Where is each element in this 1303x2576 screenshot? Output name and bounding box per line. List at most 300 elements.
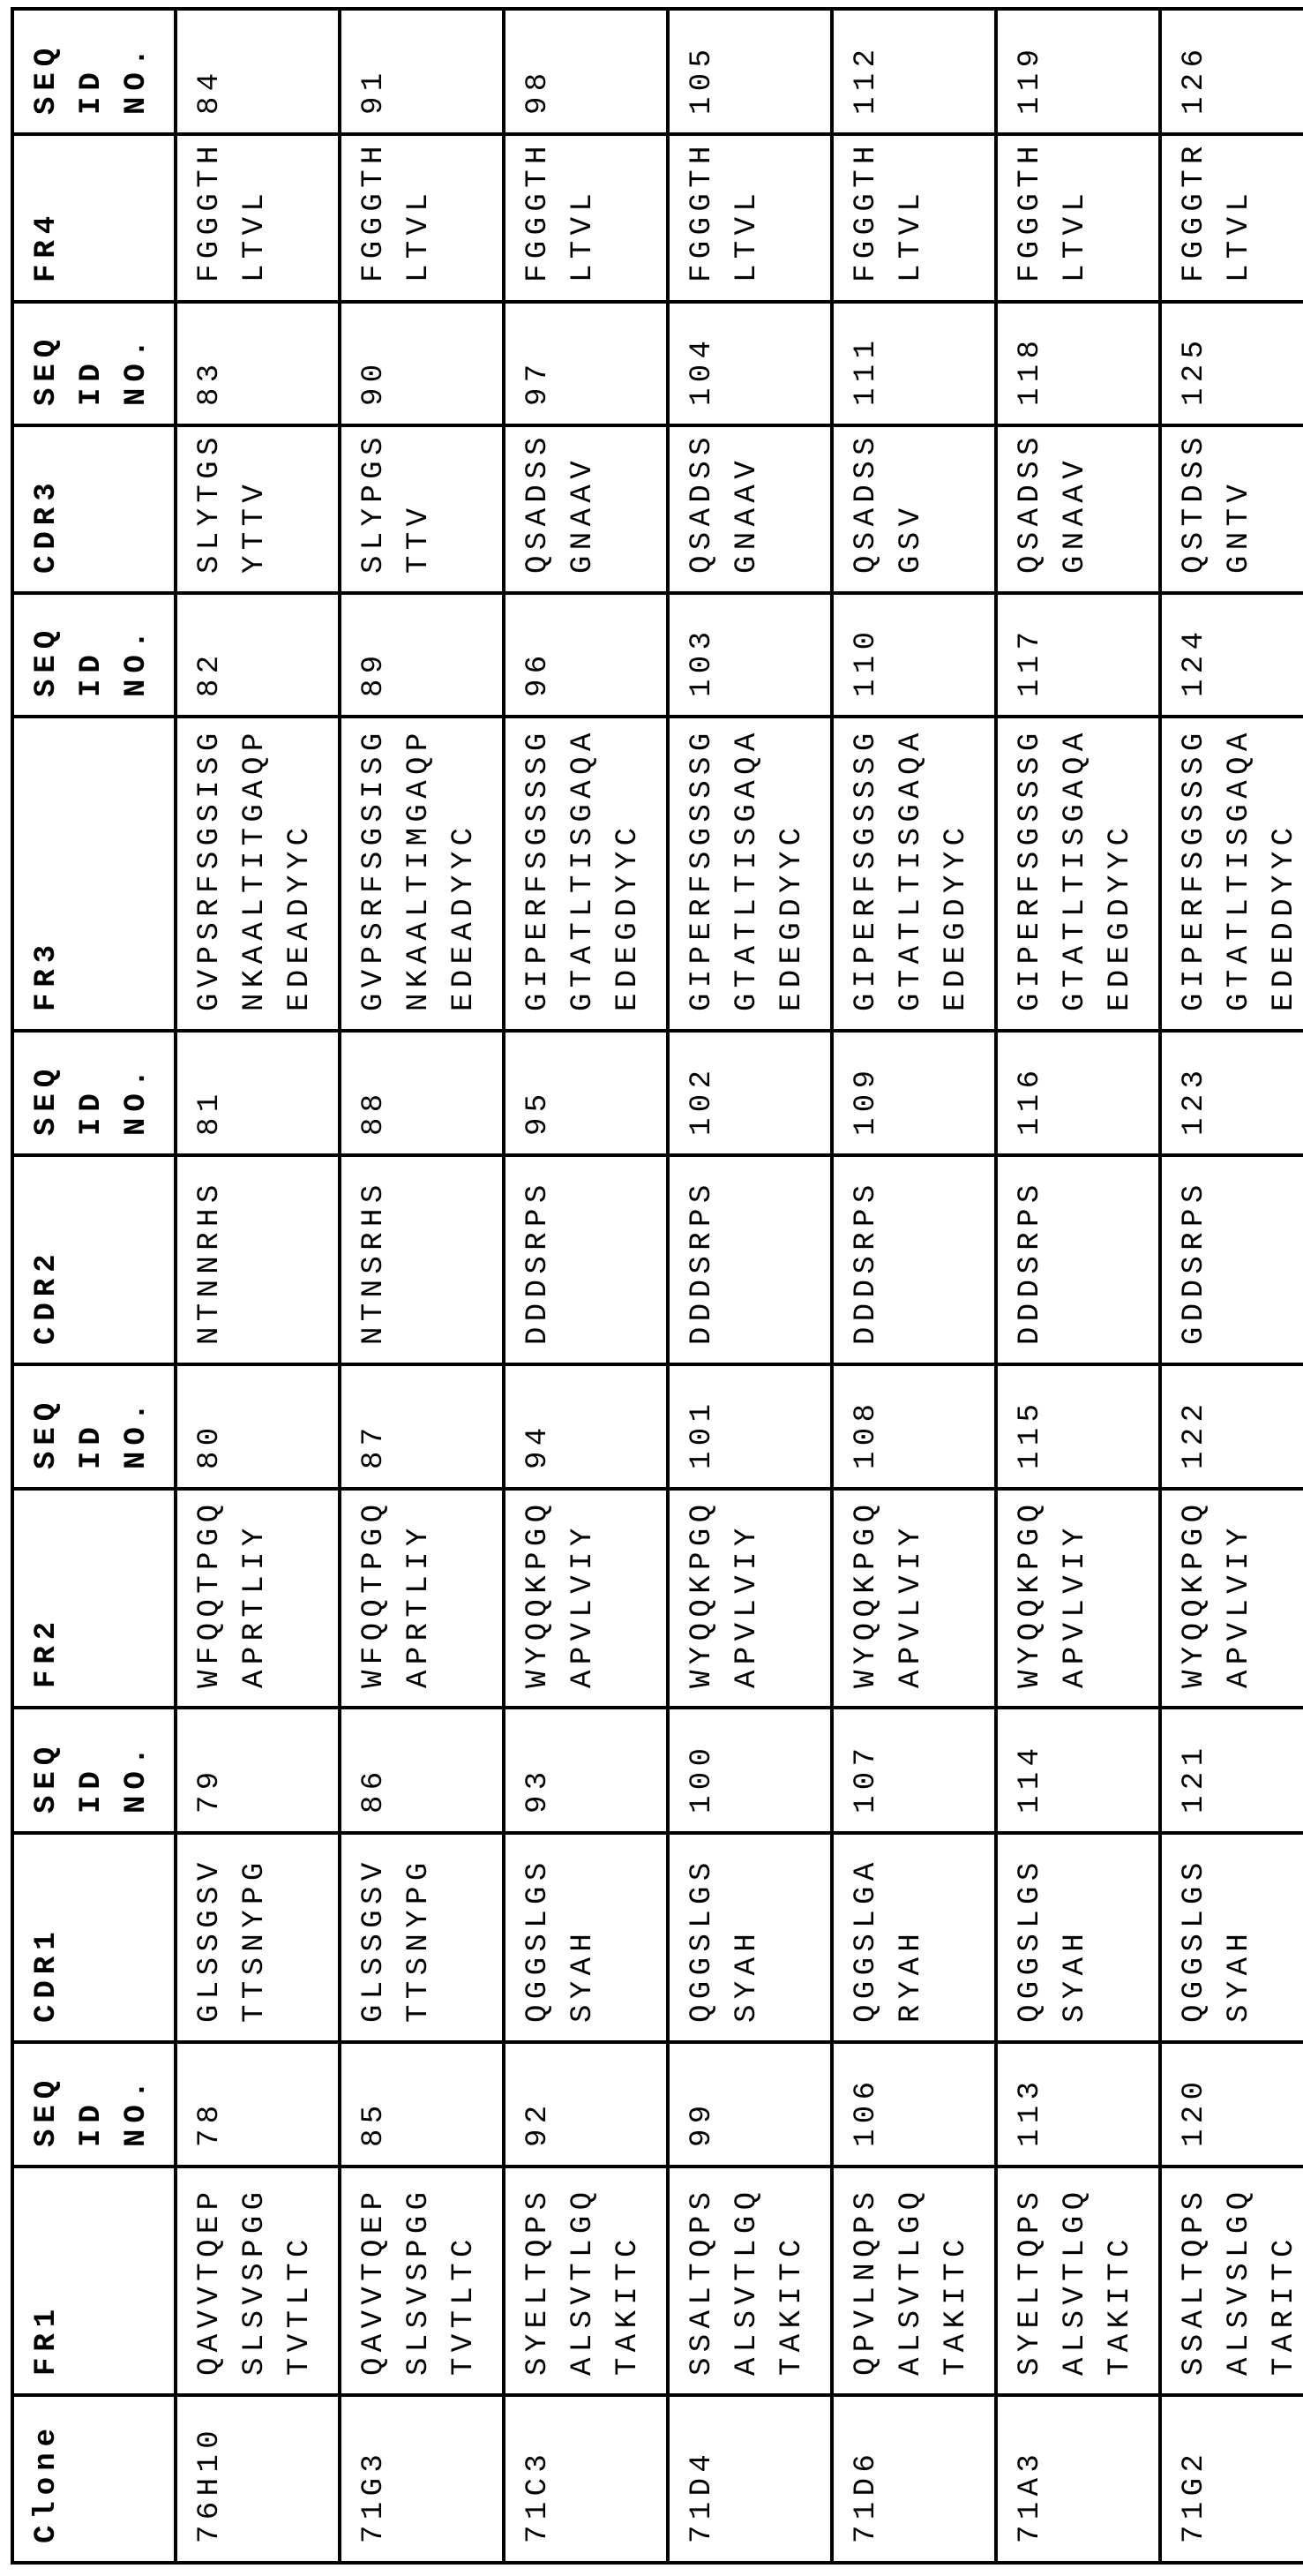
cell-cdr1 <box>340 1833 504 2042</box>
cell-text: TAKITC <box>611 2234 645 2376</box>
column-header-label: SEQ <box>30 1063 64 1136</box>
cell-text: LTVL <box>566 187 600 282</box>
cell-cdr2 <box>176 1155 340 1364</box>
cell-text: ALSVSLGQ <box>1223 2186 1256 2376</box>
cell-text: SYAH <box>1223 1927 1256 2023</box>
cell-fr4-seq <box>504 9 668 134</box>
cell-text: QPVLNQPS <box>850 2186 883 2376</box>
cell-text: LTVL <box>730 187 764 282</box>
cell-text: SYAH <box>566 1927 600 2023</box>
column-header-label: ID <box>75 649 109 697</box>
column-header-fr1 <box>12 2167 176 2395</box>
column-header-label: FR2 <box>30 1615 64 1688</box>
column-header-label: FR4 <box>30 209 64 282</box>
cell-text: GIPERFSGSSSG <box>685 727 719 1011</box>
cell-text: GVPSRFSGSISG <box>357 727 391 1011</box>
rotated-table-container <box>11 11 1299 2565</box>
cell-clone <box>668 2395 832 2563</box>
cell-clone <box>832 2395 996 2563</box>
cell-text: 71G2 <box>1178 2448 1211 2543</box>
cell-text: 114 <box>1014 1742 1047 1814</box>
cell-text: GNAAV <box>1059 454 1092 574</box>
cell-text: 104 <box>685 334 719 406</box>
cell-text: 96 <box>521 650 555 697</box>
cell-fr2 <box>1160 1489 1303 1708</box>
column-header-fr1-seq <box>12 2042 176 2167</box>
column-header-cdr3-seq <box>12 302 176 425</box>
cell-text: 113 <box>1014 2076 1047 2147</box>
cell-fr2-seq <box>832 1364 996 1489</box>
cell-fr2 <box>832 1489 996 1708</box>
cell-text: 117 <box>1014 626 1047 697</box>
cell-text: EDEGDYYC <box>1104 822 1137 1011</box>
cell-text: 100 <box>685 1742 719 1814</box>
cell-cdr3 <box>176 425 340 593</box>
column-header-label: CDR2 <box>30 1248 64 1345</box>
cell-cdr2-seq <box>668 1031 832 1155</box>
cell-text: SYAH <box>1059 1927 1092 2023</box>
column-header-fr3-seq <box>12 593 176 717</box>
cell-text: FGGGTH <box>685 140 719 282</box>
cell-text: 122 <box>1178 1398 1211 1469</box>
cell-fr4 <box>504 134 668 302</box>
cell-fr4-seq <box>340 9 504 134</box>
cell-cdr3-seq <box>176 302 340 425</box>
cell-text: SLYTGS <box>193 432 227 574</box>
cell-fr2 <box>668 1489 832 1708</box>
cell-text: GTATLTISGAQA <box>1059 727 1092 1011</box>
cell-fr3 <box>176 717 340 1031</box>
cell-text: 71C3 <box>521 2448 555 2543</box>
cell-fr3-seq <box>176 593 340 717</box>
cell-cdr1 <box>668 1833 832 2042</box>
table-row <box>996 9 1160 2563</box>
cell-text: 110 <box>850 626 883 697</box>
cell-text: NKAALTITGAQP <box>238 727 272 1011</box>
cell-text: 88 <box>357 1088 391 1136</box>
cell-text: WFQQTPGQ <box>357 1498 391 1688</box>
cell-fr3-seq <box>832 593 996 717</box>
cell-cdr2-seq <box>832 1031 996 1155</box>
cell-text: TTSNYPG <box>238 1857 272 2023</box>
column-header-label: NO. <box>120 2074 154 2147</box>
cell-fr1 <box>832 2167 996 2395</box>
cell-text: 82 <box>193 650 227 697</box>
cell-text: 112 <box>850 43 883 115</box>
cell-text: 118 <box>1014 334 1047 406</box>
column-header-label: NO. <box>120 1396 154 1469</box>
cell-fr3 <box>504 717 668 1031</box>
column-header-cdr1 <box>12 1833 176 2042</box>
cell-clone <box>340 2395 504 2563</box>
cell-clone <box>176 2395 340 2563</box>
cell-fr2-seq <box>668 1364 832 1489</box>
cell-cdr2 <box>1160 1155 1303 1364</box>
cell-cdr2-seq <box>996 1031 1160 1155</box>
table-row <box>1160 9 1303 2563</box>
column-header-fr2 <box>12 1489 176 1708</box>
table-row <box>504 9 668 2563</box>
cell-text: NTNNRHS <box>193 1179 227 1345</box>
cell-text: DDDSRPS <box>1014 1179 1047 1345</box>
cell-cdr3-seq <box>996 302 1160 425</box>
cell-text: QSADSS <box>685 432 719 574</box>
cell-text: WYQQKPGQ <box>685 1498 719 1688</box>
cell-text: 95 <box>521 1088 555 1136</box>
cell-text: EDEGDYYC <box>611 822 645 1011</box>
cell-text: SSALTQPS <box>1178 2186 1211 2376</box>
cell-text: LTVL <box>895 187 928 282</box>
column-header-label: ID <box>75 1765 109 1814</box>
cell-text: QAVVTQEP <box>357 2186 391 2376</box>
cell-text: GTATLTISGAQA <box>730 727 764 1011</box>
cell-clone <box>996 2395 1160 2563</box>
cell-text: APVLVIY <box>1223 1522 1256 1688</box>
cell-text: 71D4 <box>685 2448 719 2543</box>
cell-text: TTV <box>402 502 436 574</box>
cell-text: GNAAV <box>730 454 764 574</box>
cell-cdr3 <box>504 425 668 593</box>
cell-text: YTTV <box>238 478 272 574</box>
cell-text: 79 <box>193 1766 227 1814</box>
cell-text: 89 <box>357 650 391 697</box>
cell-fr1 <box>504 2167 668 2395</box>
cell-text: EDEDDYYC <box>1268 822 1301 1011</box>
cell-text: 102 <box>685 1064 719 1136</box>
column-header-fr3 <box>12 717 176 1031</box>
column-header-label: ID <box>75 357 109 406</box>
cell-fr1-seq <box>668 2042 832 2167</box>
column-header-label: SEQ <box>30 2074 64 2147</box>
column-header-fr4 <box>12 134 176 302</box>
cell-cdr2-seq <box>504 1031 668 1155</box>
cell-text: FGGGTR <box>1178 140 1211 282</box>
column-header-label: FR1 <box>30 2302 64 2376</box>
cell-fr1-seq <box>832 2042 996 2167</box>
cell-text: 71G3 <box>357 2448 391 2543</box>
column-header-label: ID <box>75 66 109 115</box>
cell-text: 99 <box>685 2099 719 2147</box>
cell-text: 108 <box>850 1398 883 1469</box>
cell-text: FGGGTH <box>1014 140 1047 282</box>
cell-text: DDDSRPS <box>685 1179 719 1345</box>
cell-text: SLSVSPGG <box>238 2186 272 2376</box>
cell-text: GDDSRPS <box>1178 1179 1211 1345</box>
cell-fr2-seq <box>340 1364 504 1489</box>
cell-fr3 <box>1160 717 1303 1031</box>
cell-text: APRTLIY <box>402 1522 436 1688</box>
cell-text: ALSVTLGQ <box>730 2186 764 2376</box>
cell-text: FGGGTH <box>521 140 555 282</box>
cell-cdr2 <box>504 1155 668 1364</box>
cell-text: 86 <box>357 1766 391 1814</box>
cell-text: RYAH <box>895 1927 928 2023</box>
cell-text: FGGGTH <box>357 140 391 282</box>
column-header-fr4-seq <box>12 9 176 134</box>
column-header-label: FR3 <box>30 938 64 1011</box>
column-header-label: NO. <box>120 1740 154 1814</box>
cell-text: 90 <box>357 358 391 406</box>
cell-text: 116 <box>1014 1064 1047 1136</box>
column-header-label: CDR1 <box>30 1926 64 2023</box>
cell-text: 126 <box>1178 43 1211 115</box>
cell-text: 105 <box>685 43 719 115</box>
cell-cdr1 <box>1160 1833 1303 2042</box>
column-header-label: NO. <box>120 1063 154 1136</box>
cell-text: QGGSLGS <box>685 1857 719 2023</box>
cell-clone <box>504 2395 668 2563</box>
cell-text: 107 <box>850 1742 883 1814</box>
cell-text: APVLVIY <box>730 1522 764 1688</box>
cell-cdr2 <box>832 1155 996 1364</box>
cell-fr4 <box>1160 134 1303 302</box>
column-header-label: SEQ <box>30 1396 64 1469</box>
cell-text: 71D6 <box>850 2448 883 2543</box>
cell-text: 98 <box>521 67 555 115</box>
cell-cdr3-seq <box>340 302 504 425</box>
column-header-label: NO. <box>120 333 154 406</box>
cell-text: GTATLTISGAQA <box>566 727 600 1011</box>
cell-text: APVLVIY <box>895 1522 928 1688</box>
cell-text: LTVL <box>1223 187 1256 282</box>
cell-cdr2-seq <box>176 1031 340 1155</box>
cell-text: GIPERFSGSSSG <box>850 727 883 1011</box>
cell-text: TAKITC <box>775 2234 809 2376</box>
cell-cdr3-seq <box>1160 302 1303 425</box>
cell-text: 94 <box>521 1422 555 1469</box>
cell-fr4-seq <box>996 9 1160 134</box>
cell-text: TAKITC <box>940 2234 973 2376</box>
cell-text: GNAAV <box>566 454 600 574</box>
table-row <box>832 9 996 2563</box>
cell-text: 97 <box>521 358 555 406</box>
cell-cdr1 <box>504 1833 668 2042</box>
cell-text: 76H10 <box>193 2424 227 2543</box>
cell-text: GIPERFSGSSSG <box>1014 727 1047 1011</box>
cell-text: 106 <box>850 2076 883 2147</box>
cell-text: EDEADYYC <box>283 822 317 1011</box>
cell-text: QSADSS <box>850 432 883 574</box>
cell-text: GIPERFSGSSSG <box>521 727 555 1011</box>
cell-cdr3-seq <box>832 302 996 425</box>
cell-fr2-seq <box>1160 1364 1303 1489</box>
cell-text: APRTLIY <box>238 1522 272 1688</box>
table-row <box>176 9 340 2563</box>
column-header-label: ID <box>75 2099 109 2147</box>
column-header-label: ID <box>75 1087 109 1136</box>
cell-text: QGGSLGS <box>521 1857 555 2023</box>
cell-text: TARITC <box>1268 2234 1301 2376</box>
cell-text: TVTLTC <box>447 2234 481 2376</box>
cell-fr1 <box>176 2167 340 2395</box>
cell-text: QGGSLGS <box>1178 1857 1211 2023</box>
cell-text: QGGSLGS <box>1014 1857 1047 2023</box>
cell-text: APVLVIY <box>1059 1522 1092 1688</box>
column-header-clone <box>12 2395 176 2563</box>
cell-text: 115 <box>1014 1398 1047 1469</box>
header-row <box>12 9 176 2563</box>
cell-fr1 <box>1160 2167 1303 2395</box>
cell-fr2 <box>504 1489 668 1708</box>
cell-text: GLSSGSV <box>357 1857 391 2023</box>
cell-text: WYQQKPGQ <box>521 1498 555 1688</box>
cell-fr4-seq <box>832 9 996 134</box>
cell-cdr3-seq <box>668 302 832 425</box>
cell-text: SLYPGS <box>357 432 391 574</box>
column-header-label: SEQ <box>30 1740 64 1814</box>
cell-text: 125 <box>1178 334 1211 406</box>
cell-text: ALSVTLGQ <box>895 2186 928 2376</box>
cell-fr3-seq <box>504 593 668 717</box>
column-header-label: NO. <box>120 41 154 115</box>
cell-cdr1-seq <box>996 1708 1160 1833</box>
cell-text: ALSVTLGQ <box>1059 2186 1092 2376</box>
cell-cdr3 <box>996 425 1160 593</box>
cell-text: GTATLTISGAQA <box>895 727 928 1011</box>
cell-fr3-seq <box>1160 593 1303 717</box>
cell-fr3-seq <box>996 593 1160 717</box>
cell-cdr1 <box>832 1833 996 2042</box>
cell-text: 119 <box>1014 43 1047 115</box>
cell-text: 85 <box>357 2099 391 2147</box>
cell-fr4 <box>176 134 340 302</box>
cell-clone <box>1160 2395 1303 2563</box>
cell-fr2-seq <box>996 1364 1160 1489</box>
cell-text: 120 <box>1178 2076 1211 2147</box>
cell-fr2-seq <box>504 1364 668 1489</box>
cell-cdr1-seq <box>504 1708 668 1833</box>
cell-fr3 <box>340 717 504 1031</box>
cell-text: 91 <box>357 67 391 115</box>
cell-fr1 <box>668 2167 832 2395</box>
cell-cdr1-seq <box>832 1708 996 1833</box>
cell-cdr1-seq <box>1160 1708 1303 1833</box>
cell-fr3 <box>832 717 996 1031</box>
cell-cdr1 <box>996 1833 1160 2042</box>
cell-text: TTSNYPG <box>402 1857 436 2023</box>
cell-text: DDDSRPS <box>521 1179 555 1345</box>
column-header-label: NO. <box>120 624 154 697</box>
cell-fr3-seq <box>340 593 504 717</box>
column-header-cdr3 <box>12 425 176 593</box>
cell-text: 111 <box>850 334 883 406</box>
column-header-cdr1-seq <box>12 1708 176 1833</box>
cell-text: NKAALTIMGAQP <box>402 727 436 1011</box>
column-header-label: Clone <box>30 2422 64 2543</box>
cell-text: EDEGDYYC <box>775 822 809 1011</box>
cell-text: WFQQTPGQ <box>193 1498 227 1688</box>
cell-text: 93 <box>521 1766 555 1814</box>
cell-text: SYELTQPS <box>1014 2186 1047 2376</box>
cell-fr4-seq <box>668 9 832 134</box>
cell-fr3-seq <box>668 593 832 717</box>
cell-text: DDDSRPS <box>850 1179 883 1345</box>
cell-text: APVLVIY <box>566 1522 600 1688</box>
cell-fr1-seq <box>340 2042 504 2167</box>
cell-text: EDEGDYYC <box>940 822 973 1011</box>
cell-text: FGGGTH <box>193 140 227 282</box>
cell-text: ALSVTLGQ <box>566 2186 600 2376</box>
cell-text: 92 <box>521 2099 555 2147</box>
cell-text: SSALTQPS <box>685 2186 719 2376</box>
cell-text: 123 <box>1178 1064 1211 1136</box>
cell-text: 81 <box>193 1088 227 1136</box>
cell-fr2 <box>996 1489 1160 1708</box>
cell-cdr2 <box>668 1155 832 1364</box>
cell-text: 103 <box>685 626 719 697</box>
cell-text: 78 <box>193 2099 227 2147</box>
cell-text: WYQQKPGQ <box>1014 1498 1047 1688</box>
cell-text: 71A3 <box>1014 2448 1047 2543</box>
cell-text: QSADSS <box>1014 432 1047 574</box>
cell-text: 124 <box>1178 626 1211 697</box>
cell-text: SYAH <box>730 1927 764 2023</box>
cell-cdr1-seq <box>340 1708 504 1833</box>
cell-fr4 <box>340 134 504 302</box>
cell-cdr3 <box>668 425 832 593</box>
column-header-cdr2-seq <box>12 1031 176 1155</box>
cell-fr4 <box>832 134 996 302</box>
cell-text: QSTDSS <box>1178 432 1211 574</box>
cell-fr2 <box>176 1489 340 1708</box>
cell-text: 84 <box>193 67 227 115</box>
cell-fr1-seq <box>504 2042 668 2167</box>
cell-text: GIPERFSGSSSG <box>1178 727 1211 1011</box>
cell-text: FGGGTH <box>850 140 883 282</box>
cell-fr2-seq <box>176 1364 340 1489</box>
cell-fr4 <box>668 134 832 302</box>
cell-text: QAVVTQEP <box>193 2186 227 2376</box>
cell-fr1 <box>996 2167 1160 2395</box>
cell-fr1-seq <box>176 2042 340 2167</box>
cell-fr4 <box>996 134 1160 302</box>
cell-text: QGGSLGA <box>850 1857 883 2023</box>
cell-text: EDEADYYC <box>447 822 481 1011</box>
cell-cdr2-seq <box>1160 1031 1303 1155</box>
column-header-label: SEQ <box>30 333 64 406</box>
cell-text: SYELTQPS <box>521 2186 555 2376</box>
cell-cdr1 <box>176 1833 340 2042</box>
cell-text: 87 <box>357 1422 391 1469</box>
column-header-label: SEQ <box>30 41 64 115</box>
cell-fr2 <box>340 1489 504 1708</box>
cell-cdr3 <box>832 425 996 593</box>
cell-cdr1-seq <box>668 1708 832 1833</box>
cell-text: 83 <box>193 358 227 406</box>
cell-fr3 <box>668 717 832 1031</box>
cell-fr4-seq <box>1160 9 1303 134</box>
cell-text: LTVL <box>402 187 436 282</box>
column-header-fr2-seq <box>12 1364 176 1489</box>
column-header-label: SEQ <box>30 624 64 697</box>
cell-text: 121 <box>1178 1742 1211 1814</box>
table-row <box>668 9 832 2563</box>
cell-fr3 <box>996 717 1160 1031</box>
cell-text: LTVL <box>238 187 272 282</box>
cell-cdr3-seq <box>504 302 668 425</box>
column-header-cdr2 <box>12 1155 176 1364</box>
cell-text: 109 <box>850 1064 883 1136</box>
cell-text: TVTLTC <box>283 2234 317 2376</box>
cell-text: GLSSGSV <box>193 1857 227 2023</box>
cell-text: 80 <box>193 1422 227 1469</box>
cell-text: WYQQKPGQ <box>1178 1498 1211 1688</box>
cell-text: 101 <box>685 1398 719 1469</box>
column-header-label: ID <box>75 1421 109 1469</box>
cell-cdr3 <box>1160 425 1303 593</box>
cell-fr1-seq <box>1160 2042 1303 2167</box>
cell-text: SLSVSPGG <box>402 2186 436 2376</box>
